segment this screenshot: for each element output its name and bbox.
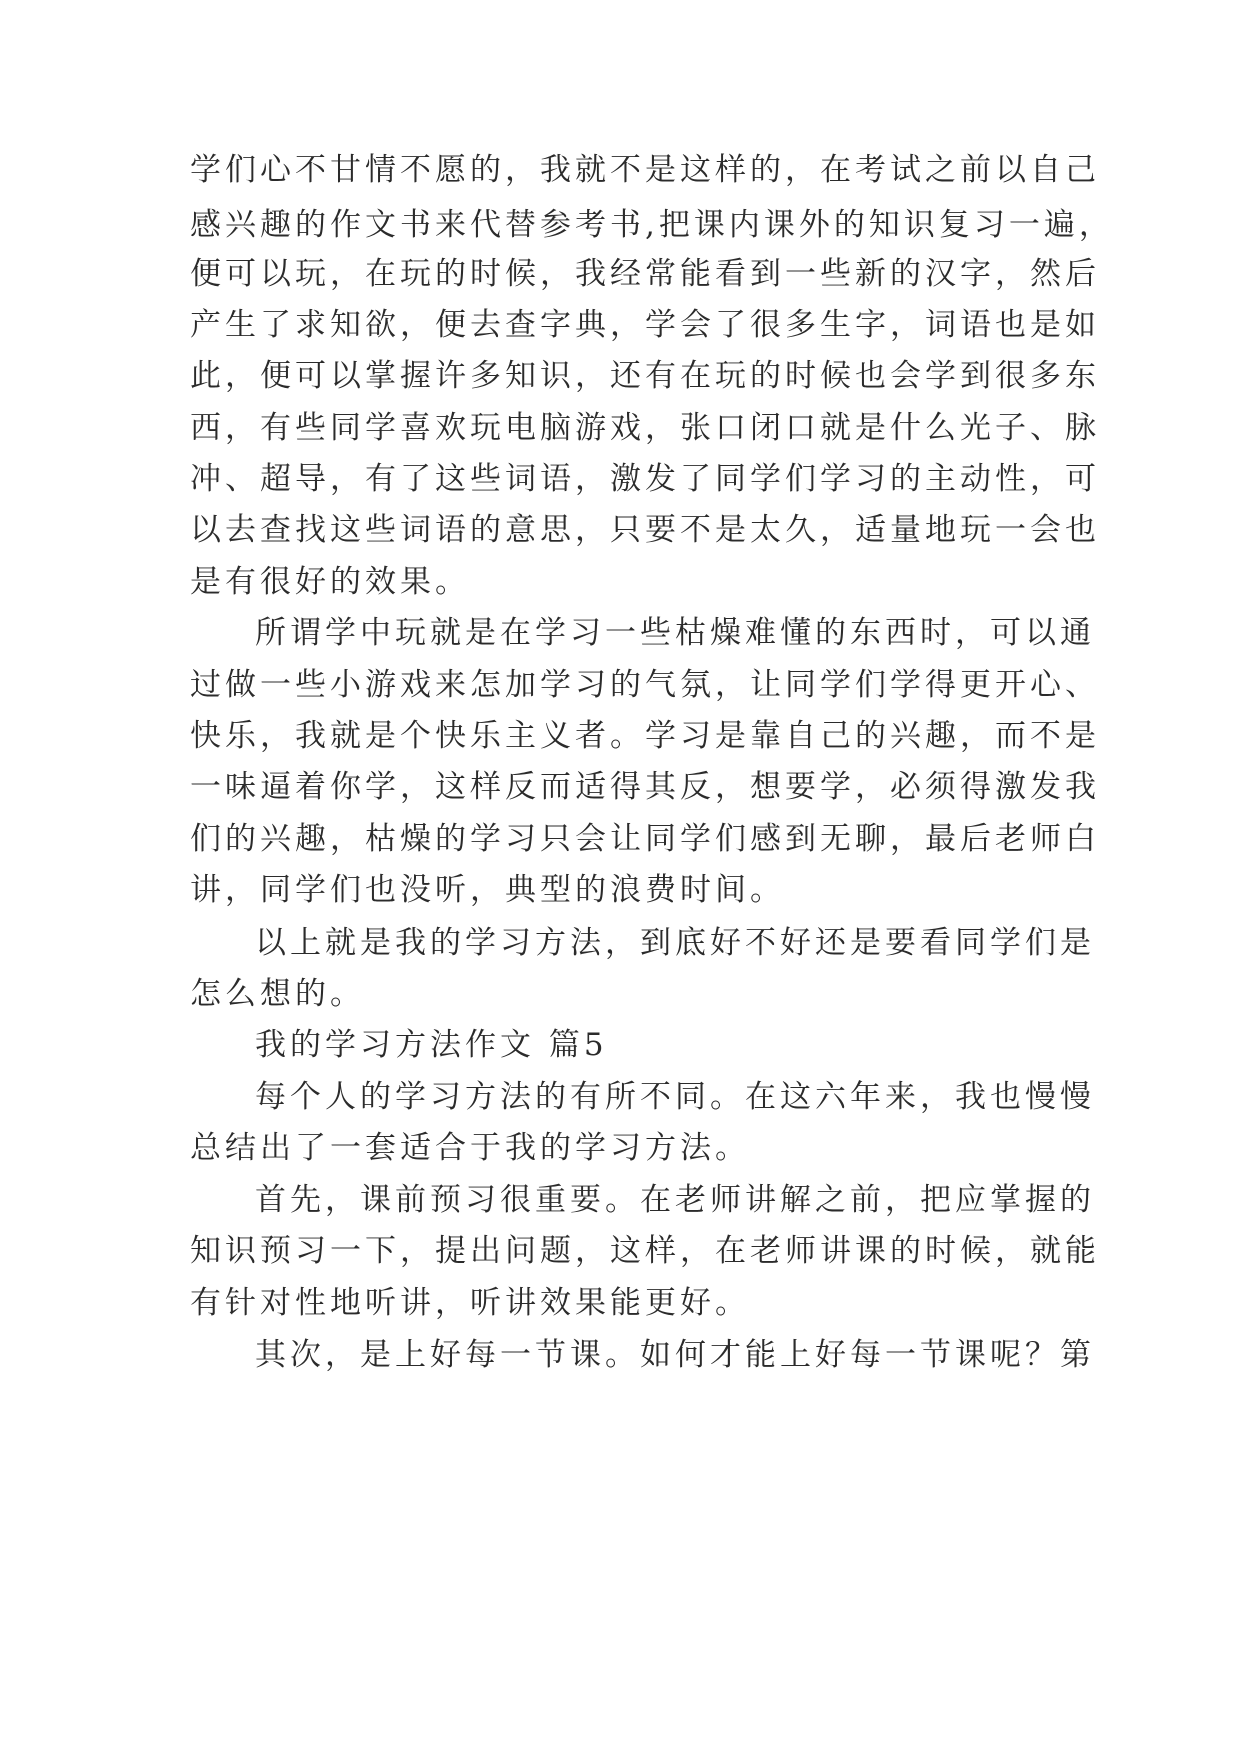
section-heading: 我的学习方法作文 篇5 bbox=[255, 1027, 608, 1063]
text-line: 有针对性地听讲，听讲效果能更好。 bbox=[190, 1285, 750, 1321]
text-line: 总结出了一套适合于我的学习方法。 bbox=[190, 1130, 750, 1166]
text-line: 讲，同学们也没听，典型的浪费时间。 bbox=[190, 872, 785, 908]
paragraph-first-line: 所谓学中玩就是在学习一些枯燥难懂的东西时，可以通 bbox=[255, 615, 1095, 651]
text-line: 感兴趣的作文书来代替参考书,把课内课外的知识复习一遍， bbox=[190, 207, 1114, 243]
text-line: 快乐，我就是个快乐主义者。学习是靠自己的兴趣，而不是 bbox=[190, 718, 1100, 754]
text-line: 以去查找这些词语的意思，只要不是太久，适量地玩一会也 bbox=[190, 512, 1100, 548]
text-line: 知识预习一下，提出问题，这样，在老师讲课的时候，就能 bbox=[190, 1233, 1100, 1269]
text-line: 怎么想的。 bbox=[190, 976, 365, 1012]
paragraph-first-line: 首先，课前预习很重要。在老师讲解之前，把应掌握的 bbox=[255, 1182, 1095, 1218]
text-line: 此，便可以掌握许多知识，还有在玩的时候也会学到很多东 bbox=[190, 358, 1100, 394]
text-line: 产生了求知欲，便去查字典，学会了很多生字，词语也是如 bbox=[190, 307, 1100, 343]
text-line: 们的兴趣，枯燥的学习只会让同学们感到无聊，最后老师白 bbox=[190, 821, 1100, 857]
text-line: 学们心不甘情不愿的，我就不是这样的，在考试之前以自己 bbox=[190, 152, 1100, 188]
text-line: 西，有些同学喜欢玩电脑游戏，张口闭口就是什么光子、脉 bbox=[190, 410, 1100, 446]
text-line: 是有很好的效果。 bbox=[190, 564, 470, 600]
text-line: 一味逼着你学，这样反而适得其反，想要学，必须得激发我 bbox=[190, 769, 1100, 805]
paragraph-first-line: 每个人的学习方法的有所不同。在这六年来，我也慢慢 bbox=[255, 1079, 1095, 1115]
paragraph-first-line: 以上就是我的学习方法，到底好不好还是要看同学们是 bbox=[255, 925, 1095, 961]
text-line: 冲、超导，有了这些词语，激发了同学们学习的主动性，可 bbox=[190, 461, 1100, 497]
text-line: 过做一些小游戏来怎加学习的气氛，让同学们学得更开心、 bbox=[190, 667, 1100, 703]
text-line: 便可以玩，在玩的时候，我经常能看到一些新的汉字，然后 bbox=[190, 256, 1100, 292]
paragraph-first-line: 其次，是上好每一节课。如何才能上好每一节课呢？第 bbox=[255, 1337, 1095, 1373]
